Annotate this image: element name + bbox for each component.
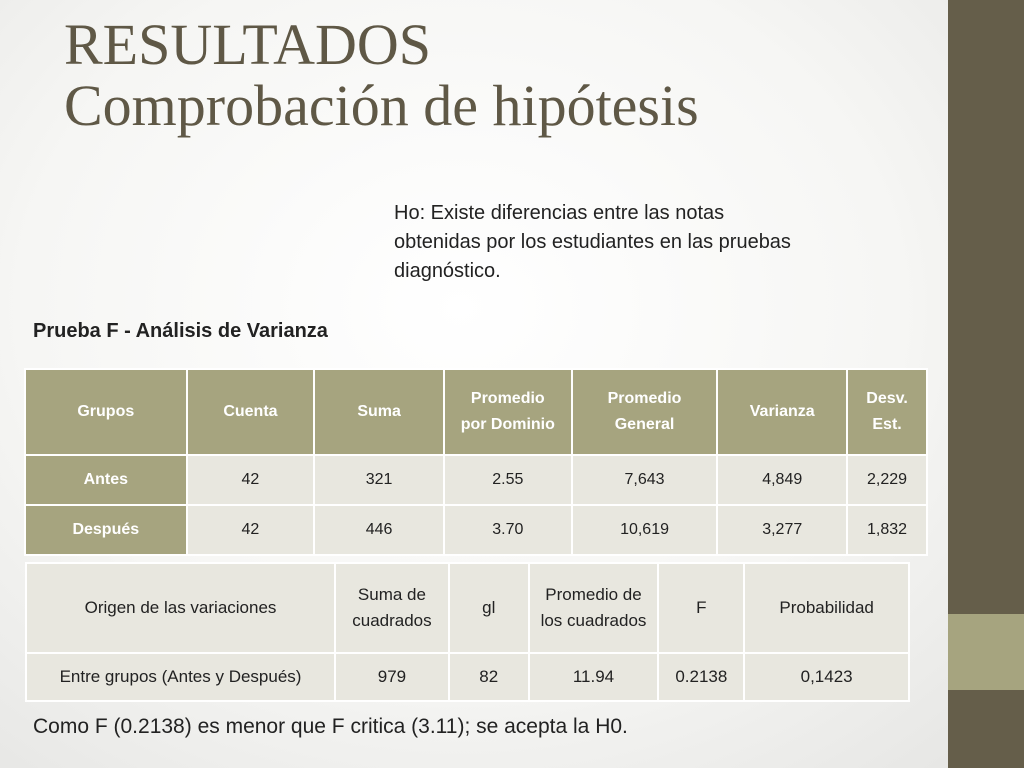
- cell-suma: 321: [314, 455, 444, 505]
- anova-header-row: [26, 563, 909, 653]
- header-promedio-general: Promedio General: [572, 369, 718, 455]
- cell-cuenta: 42: [187, 505, 315, 555]
- cell-probabilidad: 0,1423: [744, 653, 909, 701]
- cell-suma-cuadrados: 979: [335, 653, 449, 701]
- header-suma: Suma: [314, 369, 444, 455]
- hypothesis-line-2: obtenidas por los estudiantes en las pruebas: [394, 231, 791, 253]
- cell-promedio-dominio: 2.55: [444, 455, 572, 505]
- header-origen: Origen de las variaciones: [26, 563, 335, 653]
- cell-cuenta: 42: [187, 455, 315, 505]
- cell-desv-est: 1,832: [847, 505, 927, 555]
- anova-table: [25, 562, 910, 702]
- section-subtitle: Prueba F - Análisis de Varianza: [33, 320, 328, 342]
- hypothesis-line-3: diagnóstico.: [394, 260, 501, 282]
- hypothesis-text: [394, 199, 894, 286]
- row-label: Después: [25, 505, 187, 555]
- title-line-2: Comprobación de hipótesis: [64, 73, 699, 138]
- title-line-1: RESULTADOS: [64, 12, 432, 77]
- cell-varianza: 4,849: [717, 455, 847, 505]
- groups-header-row: [25, 369, 927, 455]
- header-promedio-cuadrados: Promedio de los cuadrados: [529, 563, 659, 653]
- header-suma-cuadrados: Suma de cuadrados: [335, 563, 449, 653]
- cell-promedio-dominio: 3.70: [444, 505, 572, 555]
- header-cuenta: Cuenta: [187, 369, 315, 455]
- cell-promedio-general: 7,643: [572, 455, 718, 505]
- table-row: [25, 505, 927, 555]
- header-varianza: Varianza: [717, 369, 847, 455]
- cell-suma: 446: [314, 505, 444, 555]
- conclusion-text: Como F (0.2138) es menor que F critica (3.11); se acepta la H0.: [33, 715, 628, 738]
- table-row: [25, 455, 927, 505]
- header-f: F: [658, 563, 744, 653]
- sidebar-light-block: [948, 614, 1024, 690]
- cell-desv-est: 2,229: [847, 455, 927, 505]
- cell-gl: 82: [449, 653, 529, 701]
- row-label: Antes: [25, 455, 187, 505]
- header-promedio-dominio: Promedio por Dominio: [444, 369, 572, 455]
- cell-origen: Entre grupos (Antes y Después): [26, 653, 335, 701]
- header-grupos: Grupos: [25, 369, 187, 455]
- cell-promedio-cuadrados: 11.94: [529, 653, 659, 701]
- cell-promedio-general: 10,619: [572, 505, 718, 555]
- groups-table: [24, 368, 928, 556]
- header-desv-est: Desv. Est.: [847, 369, 927, 455]
- slide-title: [64, 14, 699, 136]
- hypothesis-line-1: Ho: Existe diferencias entre las notas: [394, 202, 725, 224]
- cell-varianza: 3,277: [717, 505, 847, 555]
- header-probabilidad: Probabilidad: [744, 563, 909, 653]
- header-gl: gl: [449, 563, 529, 653]
- table-row: [26, 653, 909, 701]
- cell-f: 0.2138: [658, 653, 744, 701]
